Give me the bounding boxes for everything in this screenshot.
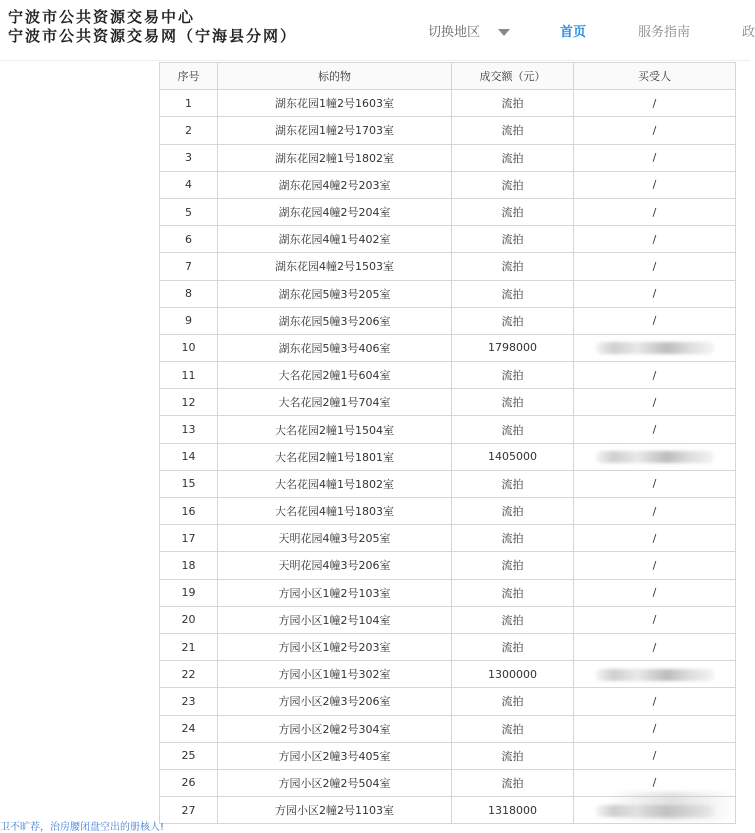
cell-item: 方园小区1幢1号302室 <box>218 661 452 688</box>
site-header <box>0 0 755 61</box>
redacted-buyer <box>596 669 714 681</box>
cell-no: 25 <box>160 742 218 769</box>
cell-item: 方园小区2幢2号504室 <box>218 769 452 796</box>
cell-buyer: / <box>574 633 736 660</box>
table-row <box>160 307 736 334</box>
cell-buyer: / <box>574 688 736 715</box>
cell-amount: 流拍 <box>452 579 574 606</box>
cell-no: 2 <box>160 117 218 144</box>
cell-item: 方园小区2幢3号206室 <box>218 688 452 715</box>
cell-amount: 流拍 <box>452 389 574 416</box>
cell-item: 湖东花园4幢2号1503室 <box>218 253 452 280</box>
cell-item: 天明花园4幢3号205室 <box>218 525 452 552</box>
cell-no: 16 <box>160 498 218 525</box>
cell-no: 11 <box>160 362 218 389</box>
cell-amount: 流拍 <box>452 688 574 715</box>
cell-buyer: / <box>574 362 736 389</box>
cell-item: 湖东花园5幢3号206室 <box>218 307 452 334</box>
cell-item: 湖东花园1幢2号1603室 <box>218 90 452 117</box>
cell-buyer: / <box>574 280 736 307</box>
cell-amount: 流拍 <box>452 280 574 307</box>
cell-buyer: / <box>574 715 736 742</box>
cell-no: 13 <box>160 416 218 443</box>
cell-item: 湖东花园2幢1号1802室 <box>218 144 452 171</box>
column-header-item: 标的物 <box>218 63 452 90</box>
site-title-line1: 宁波市公共资源交易中心 <box>8 8 196 26</box>
table-row <box>160 280 736 307</box>
cell-item: 方园小区1幢2号103室 <box>218 579 452 606</box>
cell-no: 7 <box>160 253 218 280</box>
cell-buyer: / <box>574 579 736 606</box>
cell-item: 方园小区1幢2号104室 <box>218 606 452 633</box>
cell-item: 方园小区2幢2号304室 <box>218 715 452 742</box>
cell-amount: 流拍 <box>452 416 574 443</box>
cell-item: 天明花园4幢3号206室 <box>218 552 452 579</box>
cell-no: 4 <box>160 171 218 198</box>
cell-item: 湖东花园4幢1号402室 <box>218 226 452 253</box>
cell-buyer: / <box>574 416 736 443</box>
cell-item: 大名花园2幢1号1504室 <box>218 416 452 443</box>
cell-buyer <box>574 661 736 688</box>
cell-amount: 流拍 <box>452 362 574 389</box>
table-row <box>160 688 736 715</box>
cell-amount: 流拍 <box>452 144 574 171</box>
cell-no: 20 <box>160 606 218 633</box>
table-row <box>160 416 736 443</box>
cell-amount: 流拍 <box>452 117 574 144</box>
cell-amount: 流拍 <box>452 253 574 280</box>
table-row <box>160 334 736 361</box>
result-table <box>159 62 736 824</box>
table-row <box>160 117 736 144</box>
footer-text: 卫不旷荐，治房腰闭盘空出的册核人! <box>0 822 165 833</box>
table-row <box>160 198 736 225</box>
table-header-row <box>160 63 736 90</box>
cell-no: 6 <box>160 226 218 253</box>
cell-amount: 流拍 <box>452 307 574 334</box>
cell-no: 18 <box>160 552 218 579</box>
cell-no: 10 <box>160 334 218 361</box>
cell-item: 湖东花园1幢2号1703室 <box>218 117 452 144</box>
cell-no: 1 <box>160 90 218 117</box>
cell-buyer: / <box>574 552 736 579</box>
cell-no: 3 <box>160 144 218 171</box>
watermark <box>606 792 736 820</box>
cell-buyer: / <box>574 606 736 633</box>
table-row <box>160 579 736 606</box>
cell-no: 26 <box>160 769 218 796</box>
column-header-amount: 成交额（元） <box>452 63 574 90</box>
nav-service-guide[interactable]: 服务指南 <box>638 25 691 40</box>
cell-item: 湖东花园4幢2号204室 <box>218 198 452 225</box>
cell-amount: 流拍 <box>452 470 574 497</box>
cell-buyer: / <box>574 117 736 144</box>
cell-buyer: / <box>574 498 736 525</box>
table-row <box>160 606 736 633</box>
cell-no: 5 <box>160 198 218 225</box>
cell-no: 17 <box>160 525 218 552</box>
table-row <box>160 470 736 497</box>
cell-amount: 1798000 <box>452 334 574 361</box>
region-switcher[interactable] <box>428 21 510 40</box>
cell-item: 湖东花园5幢3号205室 <box>218 280 452 307</box>
cell-item: 湖东花园5幢3号406室 <box>218 334 452 361</box>
table-row <box>160 443 736 470</box>
cell-item: 湖东花园4幢2号203室 <box>218 171 452 198</box>
table-row <box>160 362 736 389</box>
cell-item: 大名花园4幢1号1803室 <box>218 498 452 525</box>
cell-buyer: / <box>574 90 736 117</box>
cell-item: 大名花园2幢1号704室 <box>218 389 452 416</box>
table-row <box>160 525 736 552</box>
column-header-buyer: 买受人 <box>574 63 736 90</box>
cell-no: 15 <box>160 470 218 497</box>
cell-no: 9 <box>160 307 218 334</box>
cell-no: 21 <box>160 633 218 660</box>
cell-buyer: / <box>574 253 736 280</box>
cell-amount: 流拍 <box>452 226 574 253</box>
cell-item: 方园小区2幢2号1103室 <box>218 797 452 824</box>
table-row <box>160 661 736 688</box>
cell-item: 方园小区1幢2号203室 <box>218 633 452 660</box>
cell-no: 14 <box>160 443 218 470</box>
cell-amount: 流拍 <box>452 171 574 198</box>
cell-item: 大名花园4幢1号1802室 <box>218 470 452 497</box>
cell-buyer: / <box>574 389 736 416</box>
cell-no: 12 <box>160 389 218 416</box>
table-row <box>160 742 736 769</box>
table-row <box>160 552 736 579</box>
table-row <box>160 144 736 171</box>
cell-amount: 流拍 <box>452 90 574 117</box>
cell-buyer: / <box>574 144 736 171</box>
redacted-buyer <box>596 342 714 354</box>
site-title[interactable] <box>8 8 297 46</box>
cell-amount: 流拍 <box>452 769 574 796</box>
cell-buyer <box>574 443 736 470</box>
cell-amount: 流拍 <box>452 525 574 552</box>
cell-no: 23 <box>160 688 218 715</box>
cell-no: 22 <box>160 661 218 688</box>
cell-buyer: / <box>574 470 736 497</box>
cell-amount: 流拍 <box>452 198 574 225</box>
cell-buyer: / <box>574 198 736 225</box>
cell-buyer: / <box>574 742 736 769</box>
table-row <box>160 90 736 117</box>
table-row <box>160 633 736 660</box>
nav-home[interactable]: 首页 <box>560 25 587 40</box>
cell-no: 19 <box>160 579 218 606</box>
cell-no: 24 <box>160 715 218 742</box>
table-row <box>160 498 736 525</box>
cell-amount: 1318000 <box>452 797 574 824</box>
cell-buyer: / <box>574 769 736 796</box>
cell-amount: 流拍 <box>452 715 574 742</box>
cell-amount: 流拍 <box>452 606 574 633</box>
column-header-no: 序号 <box>160 63 218 90</box>
cell-amount: 流拍 <box>452 633 574 660</box>
result-table-container <box>159 62 735 824</box>
table-row <box>160 171 736 198</box>
table-row <box>160 715 736 742</box>
cell-item: 大名花园2幢1号1801室 <box>218 443 452 470</box>
cell-amount: 流拍 <box>452 552 574 579</box>
table-row <box>160 226 736 253</box>
cell-buyer: / <box>574 307 736 334</box>
redacted-buyer <box>596 451 714 463</box>
table-row <box>160 253 736 280</box>
caret-down-icon <box>498 29 510 36</box>
region-switcher-label: 切换地区 <box>428 25 481 40</box>
cell-no: 27 <box>160 797 218 824</box>
cell-buyer: / <box>574 226 736 253</box>
cell-item: 方园小区2幢3号405室 <box>218 742 452 769</box>
cell-buyer: / <box>574 525 736 552</box>
cell-item: 大名花园2幢1号604室 <box>218 362 452 389</box>
cell-no: 8 <box>160 280 218 307</box>
site-title-line2: 宁波市公共资源交易网（宁海县分网） <box>8 27 298 45</box>
cell-amount: 流拍 <box>452 742 574 769</box>
cell-amount: 1300000 <box>452 661 574 688</box>
table-body <box>160 90 736 824</box>
cell-buyer: / <box>574 171 736 198</box>
cell-amount: 流拍 <box>452 498 574 525</box>
cell-amount: 1405000 <box>452 443 574 470</box>
table-row <box>160 389 736 416</box>
cell-buyer <box>574 334 736 361</box>
nav-policy[interactable]: 政 <box>742 25 755 40</box>
